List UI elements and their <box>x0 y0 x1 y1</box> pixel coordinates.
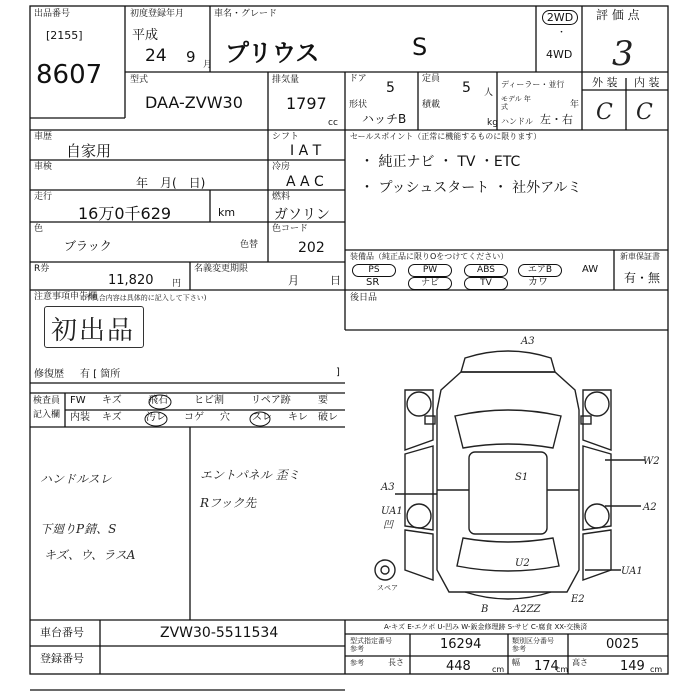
repair-value: 有 [ 箇所 <box>80 369 121 380</box>
shape: ハッチB <box>362 112 407 126</box>
height-unit: cm <box>650 665 663 674</box>
drive-separator: ・ <box>557 28 567 38</box>
windshield <box>455 410 561 448</box>
reg-no-label: 登録番号 <box>40 652 84 665</box>
equip-tv: TV <box>464 277 508 290</box>
fuel-label: 燃料 <box>272 192 291 202</box>
mileage-label: 走行 <box>34 192 53 202</box>
exterior-grade: C <box>596 100 613 125</box>
recycle-amount: 11,820 <box>108 273 154 288</box>
type-designation-ref: 参考 <box>350 645 364 653</box>
sales-point-1: ・ 純正ナビ ・ TV ・ETC <box>360 154 521 170</box>
mark-u2: U2 <box>515 558 530 569</box>
lot-sub: [2155] <box>46 29 83 42</box>
mark-w2: W2 <box>643 456 660 467</box>
length-unit: cm <box>492 665 505 674</box>
seat-label: 定員 <box>422 74 441 84</box>
displacement: 1797 <box>286 94 327 113</box>
mark-a2-right: A2 <box>643 502 657 513</box>
width-label: 幅 <box>512 658 520 667</box>
first-listing-stamp-box <box>44 306 144 348</box>
length-label: 長さ <box>388 658 404 667</box>
chassis-label: 車台番号 <box>40 626 84 639</box>
score: 3 <box>612 34 634 74</box>
lot-number: 8607 <box>36 60 103 90</box>
size-ref-label: 参考 <box>350 659 364 667</box>
new-warranty-label: 新車保証書 <box>620 252 660 261</box>
length: 448 <box>446 659 471 674</box>
score-label: 評 価 点 <box>596 8 640 22</box>
repair-label: 修復歴 <box>34 369 64 380</box>
insp-int-rub: スレ <box>252 412 272 423</box>
auto-tax-label: 名義変更期限 <box>194 264 249 274</box>
exterior-label: 外 装 <box>592 76 618 89</box>
width: 174 <box>534 659 559 674</box>
mark-b: B <box>481 604 489 615</box>
rear-window <box>457 538 559 571</box>
interior-label: 内 装 <box>634 76 660 89</box>
reg-year: 24 <box>145 46 167 66</box>
equip-ps: PS <box>352 264 396 277</box>
chassis-number: ZVW30-5511534 <box>160 625 279 641</box>
inspector-label-1: 検査員 <box>33 396 61 406</box>
inspector-label-2: 記入欄 <box>33 410 61 420</box>
insp-int-kizu: キズ <box>102 412 122 423</box>
doors: 5 <box>386 80 395 96</box>
km-unit: km <box>218 206 236 219</box>
height-label: 高さ <box>572 658 588 667</box>
fuel: ガソリン <box>274 207 330 223</box>
mark-a2zz: A2ZZ <box>513 604 541 615</box>
shift: I A T <box>290 143 322 159</box>
year-unit: 年 <box>570 100 580 110</box>
mileage: 16万0千629 <box>78 204 172 223</box>
kg-unit: kg <box>487 118 498 128</box>
front-bumper <box>461 351 555 372</box>
insp-int-hole: 穴 <box>220 412 230 423</box>
mark-ua1-left: UA1 <box>381 506 403 517</box>
mark-a3-top: A3 <box>521 336 535 347</box>
seat-unit: 人 <box>484 88 494 98</box>
car-damage-diagram <box>345 330 668 620</box>
color-change-label: 色替 <box>240 240 259 250</box>
new-warranty: 有・無 <box>624 271 661 285</box>
mark-spare: スペア <box>377 584 398 592</box>
dealer-label: ディーラー・並行 <box>501 80 565 89</box>
history: 自家用 <box>66 142 112 160</box>
category-ref: 参考 <box>512 645 526 653</box>
insp-fw: FW <box>70 395 86 406</box>
inspection: 年 月( 日) <box>136 176 206 190</box>
yen-unit: 円 <box>172 279 182 289</box>
month-unit: 月 <box>203 60 213 70</box>
comment-end-panel: エントパネル 歪ミ <box>200 468 300 482</box>
color-code-label: 色コード <box>272 224 309 234</box>
mark-ua1-right: UA1 <box>621 566 643 577</box>
equip-leather: カワ <box>528 277 548 288</box>
color: ブラック <box>64 239 112 253</box>
shape-label: 形状 <box>349 100 368 110</box>
equip-abs: ABS <box>464 264 508 277</box>
roof <box>469 452 547 534</box>
sales-point-2: ・ プッシュスタート ・ 社外アルミ <box>360 180 582 196</box>
reg-month: 9 <box>186 48 196 66</box>
insp-int-burn: コゲ <box>184 412 204 423</box>
mark-dent-left: 凹 <box>383 520 393 531</box>
equip-aw: AW <box>582 264 599 275</box>
equip-airbag: エアB <box>518 264 562 277</box>
repair-bracket-close: ] <box>336 367 340 378</box>
width-unit: cm <box>556 665 569 674</box>
mark-e2: E2 <box>571 594 585 605</box>
handle: 左・右 <box>540 113 573 126</box>
name-label: 車名・グレード <box>214 9 278 19</box>
equip-pw: PW <box>408 264 452 277</box>
insp-hibiware: ヒビ割 <box>194 395 224 406</box>
recycle-label: R券 <box>34 264 50 274</box>
comment-underbody: 下廻りP錆、S <box>40 522 117 536</box>
mark-a3-left: A3 <box>381 482 395 493</box>
category-label: 類別区分番号 <box>512 637 554 645</box>
comment-glass: キズ、ウ、ラスA <box>44 548 136 562</box>
seats: 5 <box>462 80 471 96</box>
late-label: 後日品 <box>350 293 378 303</box>
category: 0025 <box>606 637 640 652</box>
auto-tax-month: 月 <box>288 274 299 287</box>
diagram-legend: A-キズ E-エクボ U-凹み W-鈑金修理跡 S-サビ C-腐食 XX-交換済 <box>384 623 588 631</box>
auto-tax-day: 日 <box>330 274 341 287</box>
insp-int-tear: 破レ <box>318 412 338 423</box>
type-designation: 16294 <box>440 637 482 652</box>
door-label: ドア <box>349 74 367 84</box>
first-reg-label: 初度登録年月 <box>130 9 185 19</box>
drive-4wd: 4WD <box>546 48 573 61</box>
rear-bumper <box>465 592 551 599</box>
comment-hook: Rフック先 <box>200 496 257 510</box>
cooler-label: 冷房 <box>272 162 291 172</box>
displacement-label: 排気量 <box>272 75 300 85</box>
caution-label: 注意事項申告欄 <box>34 292 98 302</box>
car-name: プリウス <box>225 39 320 67</box>
cc-unit: cc <box>328 118 338 128</box>
insp-int-cut: キレ <box>288 412 308 423</box>
cooler: A A C <box>286 174 324 190</box>
model-label: 型式 <box>130 75 149 85</box>
equipment-title: 装備品（純正品に限りOをつけてください） <box>350 252 509 261</box>
history-label: 車歴 <box>34 132 53 142</box>
model: DAA-ZVW30 <box>145 93 243 112</box>
type-designation-label: 型式指定番号 <box>350 637 392 645</box>
color-code: 202 <box>298 240 325 256</box>
insp-required: 要 <box>318 395 328 406</box>
inspection-label: 車検 <box>34 162 53 172</box>
handle-label: ハンドル <box>501 117 533 126</box>
shift-label: シフト <box>272 132 300 142</box>
insp-kizu: キズ <box>102 395 122 406</box>
comment-handle: ハンドルスレ <box>40 472 112 486</box>
model-year-label: モデル 年式 <box>501 95 531 111</box>
interior-grade: C <box>636 100 653 125</box>
color-label: 色 <box>34 224 44 234</box>
insp-repair: リペア跡 <box>251 395 291 406</box>
inspector-circles <box>140 393 340 427</box>
equip-sr: SR <box>366 277 380 288</box>
era: 平成 <box>132 28 159 43</box>
first-listing-stamp: 初出品 <box>51 316 136 346</box>
insp-int-stain: 汚レ <box>146 412 166 423</box>
grade: S <box>412 33 428 61</box>
load-label: 積載 <box>422 100 441 110</box>
drive-2wd: 2WD <box>542 10 578 25</box>
insp-tobiishi: 飛石 <box>148 395 168 406</box>
height: 149 <box>620 659 645 674</box>
sales-title: セールスポイント（正常に機能するものに限ります） <box>350 132 542 141</box>
insp-interior: 内装 <box>70 412 90 423</box>
lot-label: 出品番号 <box>34 9 71 19</box>
caution-sub: (不具合内容は具体的に記入して下さい) <box>82 294 207 302</box>
mark-s1: S1 <box>515 472 529 483</box>
equip-navi: ナビ <box>408 277 452 290</box>
